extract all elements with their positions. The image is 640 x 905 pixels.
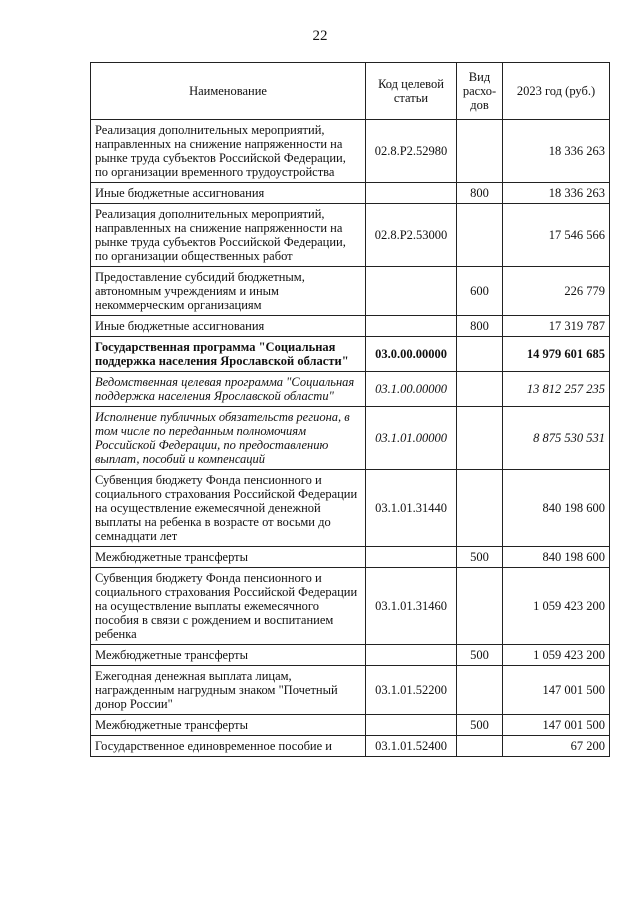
cell-amount: 226 779	[503, 267, 610, 316]
cell-name: Субвенция бюджету Фонда пенсионного и социального страхования Российской Федерации на осуществление ежемесячной денежной выплаты на ребенка в возрасте от восьми до семнадцати лет	[91, 470, 366, 547]
cell-name: Межбюджетные трансферты	[91, 547, 366, 568]
table-header-row	[91, 63, 610, 120]
cell-code	[366, 645, 457, 666]
cell-name: Иные бюджетные ассигнования	[91, 183, 366, 204]
cell-code	[366, 183, 457, 204]
cell-amount: 18 336 263	[503, 120, 610, 183]
cell-amount: 1 059 423 200	[503, 568, 610, 645]
header-code: Код целевой статьи	[366, 63, 457, 120]
cell-name: Иные бюджетные ассигнования	[91, 316, 366, 337]
cell-code: 03.1.00.00000	[366, 372, 457, 407]
cell-kind	[457, 204, 503, 267]
cell-kind	[457, 470, 503, 547]
cell-name: Межбюджетные трансферты	[91, 715, 366, 736]
table-row	[91, 568, 610, 645]
cell-name: Субвенция бюджету Фонда пенсионного и социального страхования Российской Федерации на осуществление выплаты ежемесячного пособия в связи с рождением и воспитанием ребенка	[91, 568, 366, 645]
header-name: Наименование	[91, 63, 366, 120]
cell-kind: 800	[457, 316, 503, 337]
cell-code: 03.1.01.00000	[366, 407, 457, 470]
table-row	[91, 267, 610, 316]
cell-amount: 14 979 601 685	[503, 337, 610, 372]
table-row	[91, 666, 610, 715]
cell-code: 03.0.00.00000	[366, 337, 457, 372]
cell-name: Государственное единовременное пособие и	[91, 736, 366, 757]
cell-name: Ведомственная целевая программа "Социальная поддержка населения Ярославской области"	[91, 372, 366, 407]
table-row	[91, 547, 610, 568]
cell-name: Ежегодная денежная выплата лицам, награжденным нагрудным знаком "Почетный донор России"	[91, 666, 366, 715]
cell-kind	[457, 407, 503, 470]
cell-amount: 840 198 600	[503, 547, 610, 568]
table-row	[91, 120, 610, 183]
cell-kind: 500	[457, 645, 503, 666]
cell-kind: 500	[457, 715, 503, 736]
cell-name: Государственная программа "Социальная поддержка населения Ярославской области"	[91, 337, 366, 372]
cell-code	[366, 267, 457, 316]
cell-code: 02.8.Р2.52980	[366, 120, 457, 183]
cell-amount: 1 059 423 200	[503, 645, 610, 666]
cell-code: 03.1.01.52200	[366, 666, 457, 715]
cell-amount: 147 001 500	[503, 715, 610, 736]
cell-code: 02.8.Р2.53000	[366, 204, 457, 267]
cell-code: 03.1.01.31440	[366, 470, 457, 547]
cell-amount: 18 336 263	[503, 183, 610, 204]
table-row	[91, 407, 610, 470]
cell-kind	[457, 666, 503, 715]
cell-kind	[457, 736, 503, 757]
cell-name: Реализация дополнительных мероприятий, направленных на снижение напряженности на рынке труда субъектов Российской Федерации, по организации временного трудоустройства	[91, 120, 366, 183]
cell-amount: 8 875 530 531	[503, 407, 610, 470]
table-row	[91, 645, 610, 666]
cell-amount: 147 001 500	[503, 666, 610, 715]
cell-code	[366, 547, 457, 568]
table-row	[91, 736, 610, 757]
header-amount: 2023 год (руб.)	[503, 63, 610, 120]
cell-kind	[457, 337, 503, 372]
cell-code	[366, 316, 457, 337]
table-row	[91, 183, 610, 204]
cell-name: Реализация дополнительных мероприятий, направленных на снижение напряженности на рынке труда субъектов Российской Федерации, по организации общественных работ	[91, 204, 366, 267]
cell-name: Предоставление субсидий бюджетным, автономным учреждениям и иным некоммерческим организациям	[91, 267, 366, 316]
cell-kind: 800	[457, 183, 503, 204]
cell-code: 03.1.01.52400	[366, 736, 457, 757]
cell-amount: 17 546 566	[503, 204, 610, 267]
cell-kind	[457, 568, 503, 645]
table-row	[91, 715, 610, 736]
cell-amount: 17 319 787	[503, 316, 610, 337]
cell-amount: 13 812 257 235	[503, 372, 610, 407]
table-row	[91, 372, 610, 407]
cell-kind	[457, 120, 503, 183]
cell-kind: 600	[457, 267, 503, 316]
table-row	[91, 337, 610, 372]
budget-table	[90, 62, 610, 757]
page-number: 22	[312, 28, 328, 44]
table-row	[91, 316, 610, 337]
table-row	[91, 204, 610, 267]
cell-name: Межбюджетные трансферты	[91, 645, 366, 666]
table-row	[91, 470, 610, 547]
cell-kind: 500	[457, 547, 503, 568]
cell-code	[366, 715, 457, 736]
cell-amount: 67 200	[503, 736, 610, 757]
cell-kind	[457, 372, 503, 407]
cell-code: 03.1.01.31460	[366, 568, 457, 645]
cell-amount: 840 198 600	[503, 470, 610, 547]
header-kind: Вид расхо-дов	[457, 63, 503, 120]
cell-name: Исполнение публичных обязательств региона, в том числе по переданным полномочиям Российской Федерации, по предоставлению выплат, пособий и компенсаций	[91, 407, 366, 470]
